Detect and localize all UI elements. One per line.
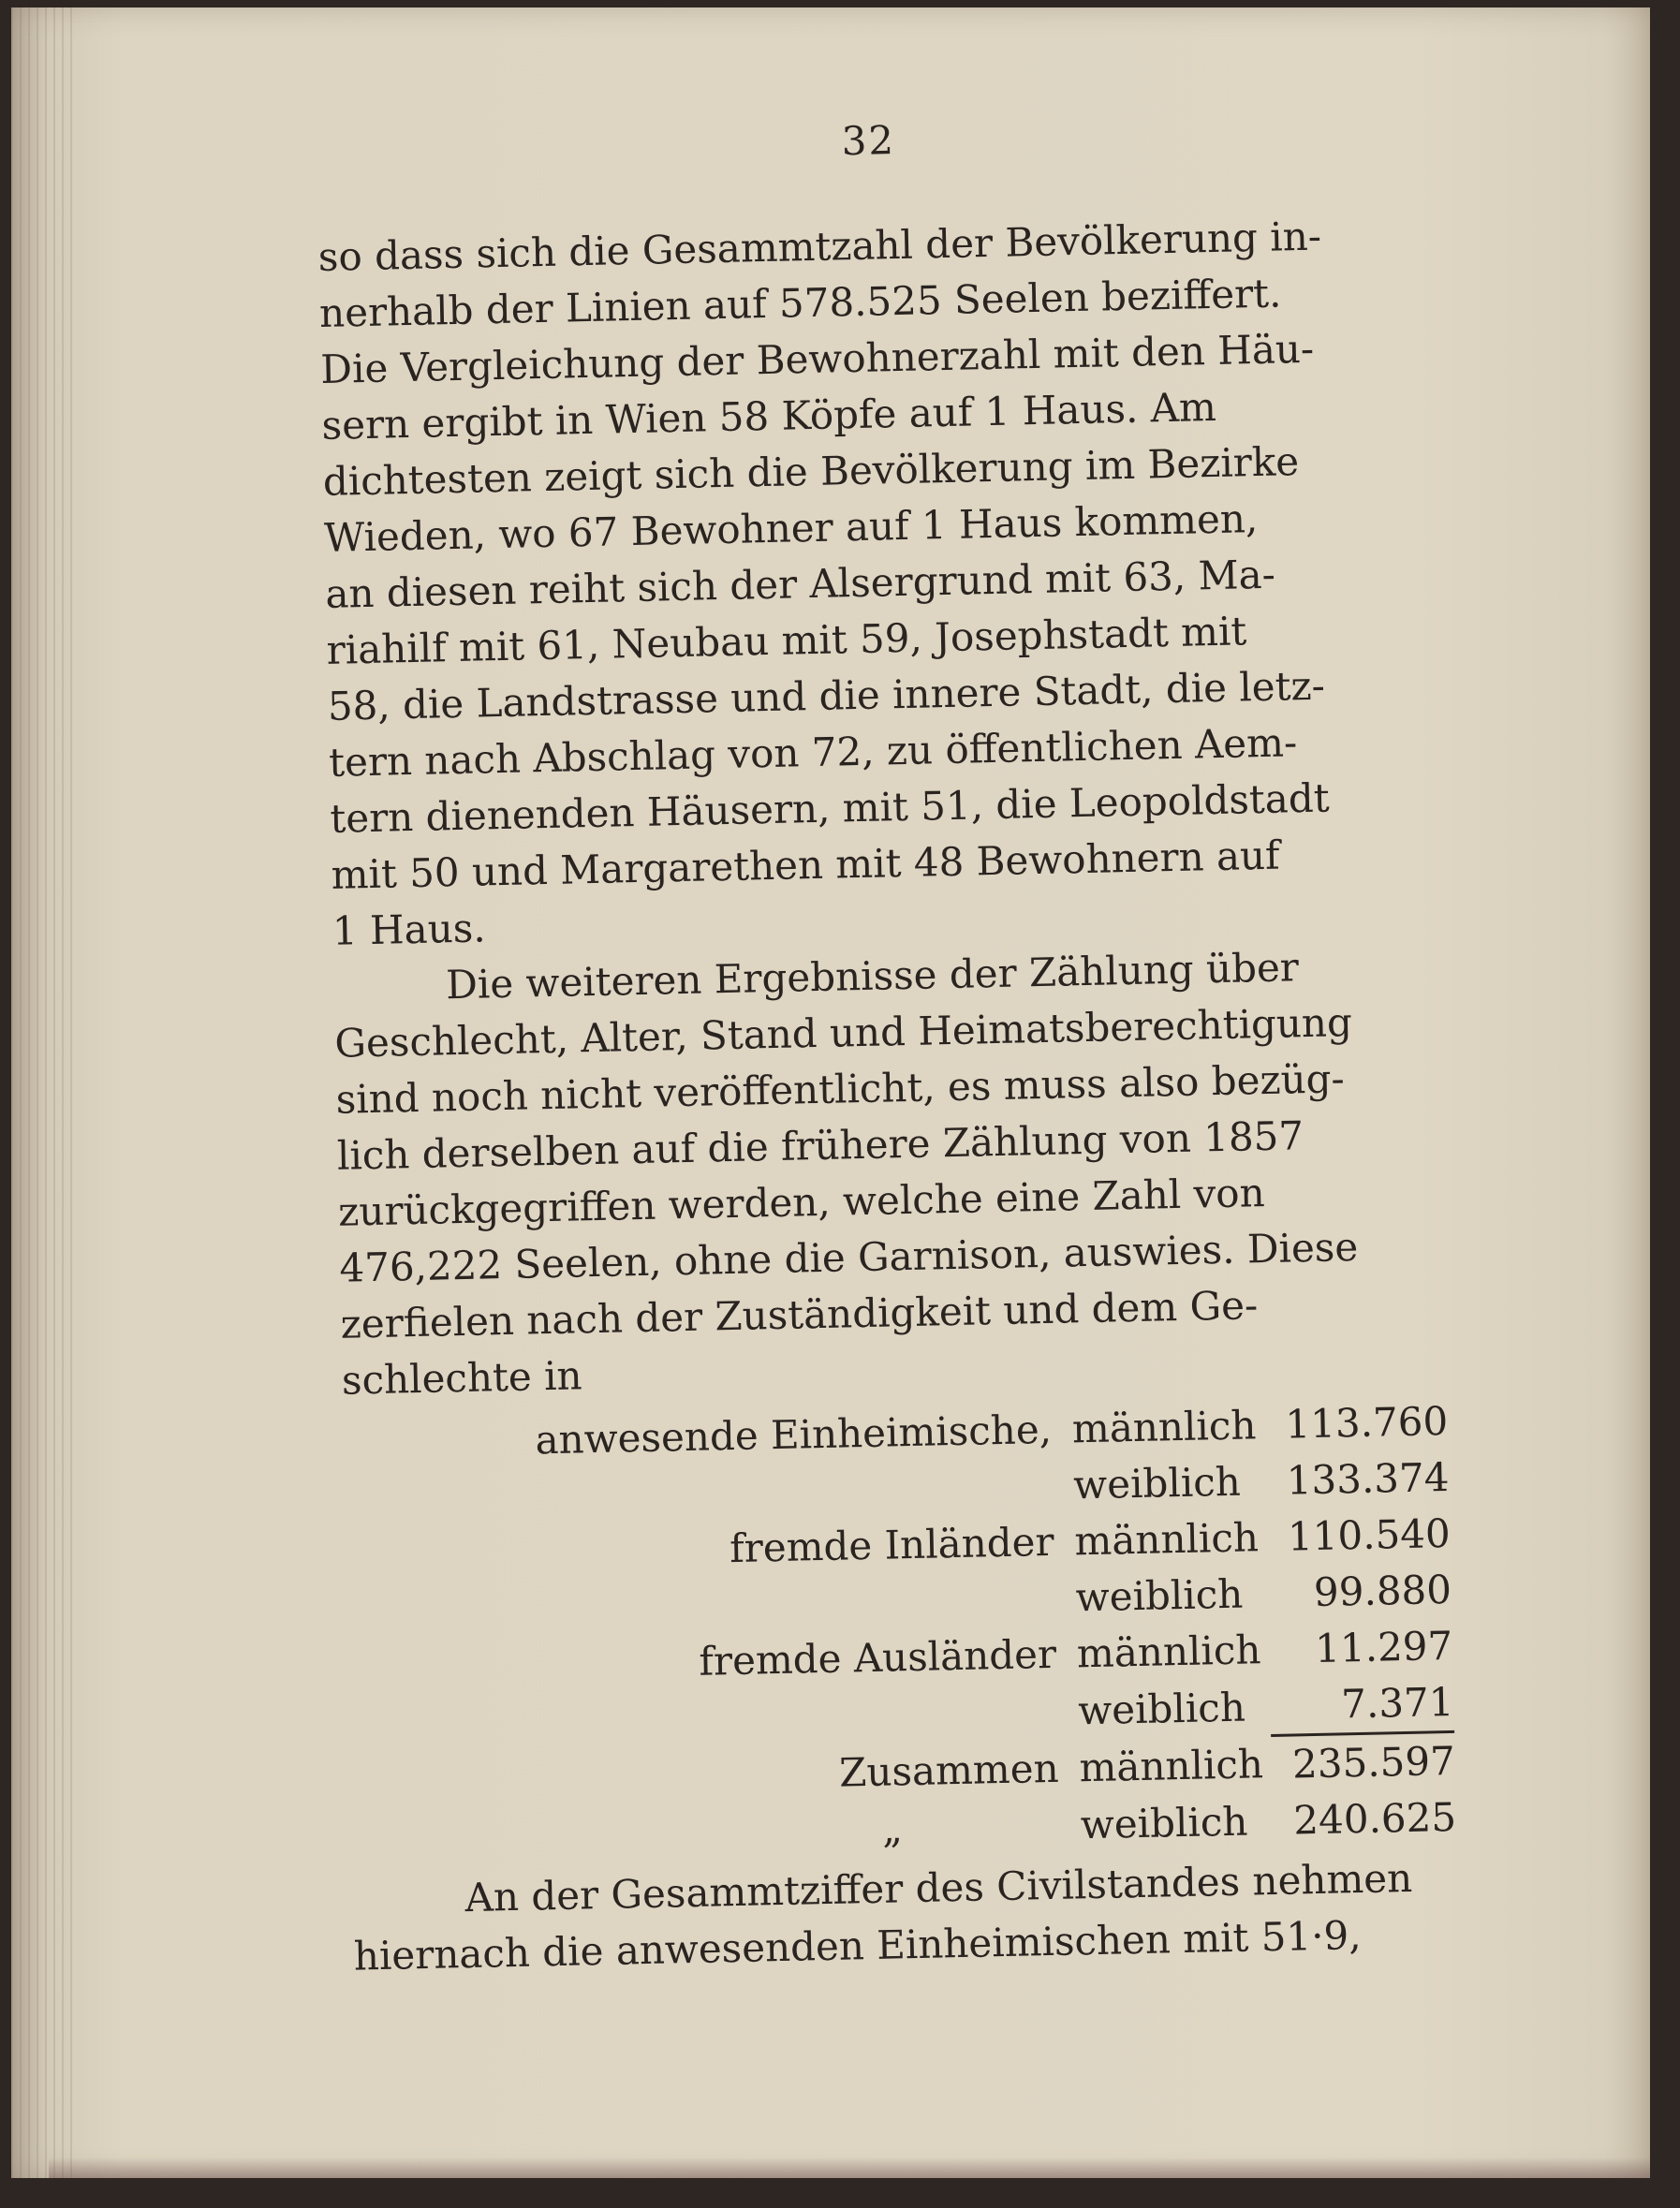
page-number: 32 — [841, 117, 896, 165]
page-gutter — [11, 7, 77, 2178]
text-line: zurückgegriffen werden, welche eine Zahl von — [337, 1170, 1266, 1235]
text-line: 1 Haus. — [332, 905, 487, 954]
count-value: 113.760 — [1284, 1397, 1449, 1448]
ditto-mark: „ — [881, 1805, 904, 1852]
sex-label: männlich — [1076, 1627, 1261, 1677]
text-line: mit 50 und Margarethen mit 48 Bewohnern auf — [331, 832, 1281, 898]
count-value: 110.540 — [1287, 1509, 1452, 1560]
text-line: riahilf mit 61, Neubau mit 59, Josephstadt mit — [326, 608, 1247, 673]
total-value: 235.597 — [1291, 1737, 1456, 1788]
text-line: Die Vergleichung der Bewohnerzahl mit den Häu- — [319, 325, 1315, 392]
text-line: Die weiteren Ergebnisse der Zählung über — [445, 944, 1300, 1008]
total-value: 240.625 — [1292, 1793, 1457, 1844]
text-line: An der Gesammtziffer des Civilstandes nehmen — [464, 1854, 1413, 1921]
text-line: dichtesten zeigt sich die Bevölkerung im Bezirke — [322, 438, 1300, 505]
group-label: fremde Inländer — [729, 1518, 1055, 1572]
sex-label: männlich — [1071, 1402, 1257, 1452]
page-sheet — [11, 7, 1650, 2178]
text-line: Geschlecht, Alter, Stand und Heimatsberechtigung — [333, 999, 1353, 1067]
paragraph-2 — [333, 937, 1420, 1409]
text-line: zerfielen nach der Zuständigkeit und dem Ge- — [340, 1282, 1259, 1347]
sex-label: weiblich — [1077, 1684, 1246, 1734]
group-label: anwesende Einheimische, — [535, 1406, 1053, 1464]
text-line: 476,222 Seelen, ohne die Garnison, auswies. Diese — [338, 1223, 1359, 1291]
text-line: schlechte in — [341, 1352, 583, 1404]
text-line: 58, die Landstrasse und die innere Stadt, die letz- — [327, 662, 1326, 729]
sex-label: weiblich — [1075, 1570, 1244, 1621]
count-value: 7.371 — [1269, 1674, 1454, 1736]
sex-label: weiblich — [1080, 1798, 1248, 1848]
text-line: hiernach die anwesenden Einheimischen mit 51·9, — [353, 1912, 1363, 1980]
count-value: 99.880 — [1313, 1566, 1452, 1616]
total-label: Zusammen — [838, 1745, 1060, 1796]
group-label: fremde Ausländer — [698, 1630, 1057, 1685]
text-line: so dass sich die Gesammtzahl der Bevölkerung in- — [317, 213, 1322, 280]
text-line: sern ergibt in Wien 58 Köpfe auf 1 Haus. Am — [321, 383, 1217, 449]
text-line: lich derselben auf die frühere Zählung von 1857 — [336, 1112, 1304, 1179]
paragraph-3 — [352, 1850, 1431, 1985]
page-content — [316, 106, 1459, 1984]
count-value: 11.297 — [1314, 1622, 1453, 1671]
text-line: tern nach Abschlag von 72, zu öffentlichen Aem- — [328, 719, 1298, 786]
count-value: 133.374 — [1286, 1453, 1450, 1504]
text-line: Wieden, wo 67 Bewohner auf 1 Haus kommen, — [323, 495, 1259, 561]
census-table — [432, 1393, 1457, 1867]
page-bottom-edge — [49, 2157, 1650, 2178]
text-line: tern dienenden Häusern, mit 51, die Leopoldstadt — [329, 774, 1331, 842]
sex-label: männlich — [1073, 1514, 1260, 1565]
sex-label: weiblich — [1072, 1458, 1242, 1509]
sex-label: männlich — [1079, 1741, 1264, 1791]
text-line: nerhalb der Linien auf 578.525 Seelen beziffert. — [318, 270, 1282, 336]
text-line: sind noch nicht veröffentlicht, es muss also bezüg- — [335, 1055, 1346, 1123]
text-line: an diesen reiht sich der Alsergrund mit 63, Ma- — [324, 551, 1276, 617]
paragraph-1 — [317, 207, 1409, 960]
